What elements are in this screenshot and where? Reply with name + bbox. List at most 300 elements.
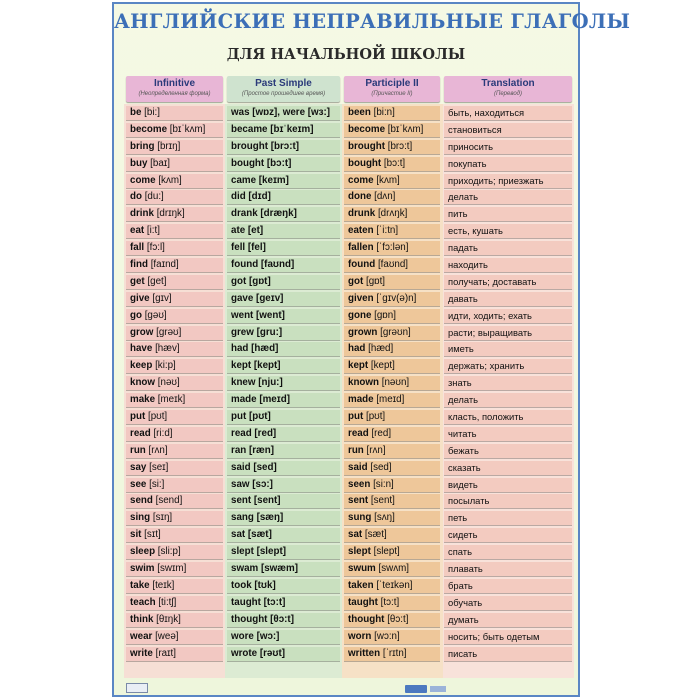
infinitive-word: sing: [130, 512, 151, 524]
translation-cell: думать: [444, 613, 572, 627]
participle-word: drunk: [348, 208, 376, 220]
participle-word: had: [348, 343, 366, 355]
participle-transcription: [brɔ:t]: [387, 140, 413, 152]
participle-word: sent: [348, 495, 369, 507]
translation-cell: читать: [444, 427, 572, 441]
infinitive-word: know: [130, 377, 156, 389]
participle-word: eaten: [348, 225, 374, 237]
infinitive-transcription: [weə]: [155, 630, 179, 642]
participle-transcription: [sæt]: [364, 529, 387, 541]
infinitive-transcription: [faɪnd]: [150, 259, 179, 271]
past-simple-cell: [227, 444, 340, 458]
past-simple-cell: [227, 494, 340, 508]
verb-row: [114, 341, 578, 358]
past-simple-form: gave [geɪv]: [231, 292, 284, 304]
infinitive-transcription: [raɪt]: [155, 647, 176, 659]
past-simple-form: found [faʊnd]: [231, 259, 295, 271]
participle-cell: [344, 410, 440, 424]
past-simple-form: brought [brɔ:t]: [231, 140, 300, 152]
past-simple-form: ran [ræn]: [231, 444, 275, 456]
past-simple-cell: [227, 342, 340, 356]
infinitive-word: drink: [130, 208, 154, 220]
infinitive-transcription: [baɪ]: [150, 157, 170, 169]
past-simple-form: read [red]: [231, 427, 277, 439]
translation-cell: есть, кушать: [444, 224, 572, 238]
infinitive-word: make: [130, 394, 156, 406]
participle-cell: [344, 275, 440, 289]
infinitive-cell: [126, 579, 223, 593]
publisher-logo: [405, 685, 427, 693]
past-simple-form: went [went]: [231, 309, 285, 321]
participle-transcription: [sʌŋ]: [374, 512, 395, 524]
infinitive-cell: [126, 461, 223, 475]
infinitive-transcription: [bi:]: [144, 107, 160, 118]
infinitive-transcription: [rʌn]: [148, 444, 168, 456]
translation-cell: падать: [444, 241, 572, 255]
past-simple-form: made [meɪd]: [231, 394, 290, 406]
past-simple-cell: [227, 258, 340, 272]
infinitive-transcription: [ki:p]: [155, 360, 176, 372]
publisher-mark: [430, 686, 446, 692]
participle-word: run: [348, 444, 364, 456]
infinitive-word: think: [130, 613, 154, 625]
infinitive-cell: [126, 275, 223, 289]
infinitive-word: read: [130, 427, 151, 439]
infinitive-word: write: [130, 647, 153, 659]
participle-transcription: [sent]: [370, 495, 395, 507]
past-simple-form: came [keɪm]: [231, 174, 289, 186]
participle-word: seen: [348, 478, 371, 490]
infinitive-cell: [126, 207, 223, 221]
verb-row: [114, 595, 578, 612]
participle-cell: [344, 174, 440, 188]
infinitive-word: see: [130, 478, 147, 490]
past-simple-cell: [227, 478, 340, 492]
participle-cell: [344, 258, 440, 272]
participle-cell: [344, 630, 440, 644]
participle-cell: [344, 562, 440, 576]
participle-cell: [344, 342, 440, 356]
verb-row: [114, 291, 578, 308]
infinitive-cell: [126, 174, 223, 188]
past-simple-form: thought [θɔ:t]: [231, 613, 294, 625]
verb-poster: [112, 2, 631, 697]
participle-word: taught: [348, 596, 378, 608]
past-simple-cell: [227, 393, 340, 407]
participle-transcription: [ˈrɪtn]: [382, 647, 407, 659]
participle-cell: [344, 359, 440, 373]
translation-cell: приходить; приезжать: [444, 174, 572, 188]
verb-row: [114, 612, 578, 629]
verb-row: [114, 189, 578, 206]
past-simple-cell: [227, 647, 340, 661]
past-simple-form: put [pʊt]: [231, 411, 271, 423]
verb-row: [114, 122, 578, 139]
header-participle-note: (Причастие II): [371, 91, 413, 97]
participle-word: sat: [348, 529, 363, 541]
verb-row: [114, 629, 578, 646]
verb-row: [114, 206, 578, 223]
participle-transcription: [kʌm]: [376, 174, 400, 186]
past-simple-cell: [227, 123, 340, 137]
verb-row: [114, 426, 578, 443]
participle-word: taken: [348, 579, 374, 591]
past-simple-form: bought [bɔ:t]: [231, 157, 292, 169]
infinitive-transcription: [nəʊ]: [157, 377, 180, 389]
past-simple-form: was [wɒz], were [wɜ:]: [231, 107, 331, 118]
past-simple-cell: [227, 241, 340, 255]
participle-word: found: [348, 259, 376, 271]
participle-cell: [344, 140, 440, 154]
publisher-stamp: [126, 683, 148, 693]
participle-transcription: [rʌn]: [366, 444, 386, 456]
participle-word: gone: [348, 309, 372, 321]
past-simple-cell: [227, 579, 340, 593]
verb-row: [114, 375, 578, 392]
verb-row: [114, 156, 578, 173]
participle-transcription: [bɪˈkʌm]: [387, 123, 424, 135]
infinitive-transcription: [gɪv]: [152, 292, 172, 304]
infinitive-cell: [126, 494, 223, 508]
infinitive-word: get: [130, 275, 145, 287]
past-simple-form: ate [et]: [231, 225, 264, 237]
translation-cell: посылать: [444, 494, 572, 508]
infinitive-transcription: [meɪk]: [157, 394, 186, 406]
infinitive-cell: [126, 528, 223, 542]
header-translation-note: (Перевод): [493, 91, 522, 97]
infinitive-transcription: [sɪŋ]: [152, 512, 173, 524]
participle-word: grown: [348, 326, 378, 338]
translation-cell: писать: [444, 647, 572, 661]
infinitive-word: sit: [130, 529, 142, 541]
past-simple-form: saw [sɔ:]: [231, 478, 273, 490]
infinitive-transcription: [du:]: [144, 191, 164, 203]
translation-cell: идти, ходить; ехать: [444, 309, 572, 323]
infinitive-transcription: [teɪk]: [152, 579, 175, 591]
infinitive-transcription: [hæv]: [155, 343, 180, 355]
translation-cell: сказать: [444, 461, 572, 475]
past-simple-form: knew [nju:]: [231, 377, 283, 389]
translation-cell: становиться: [444, 123, 572, 137]
infinitive-cell: [126, 596, 223, 610]
translation-cell: быть, находиться: [444, 106, 572, 120]
infinitive-cell: [126, 326, 223, 340]
past-simple-form: said [sed]: [231, 461, 277, 473]
participle-word: said: [348, 461, 368, 473]
participle-transcription: [ˈfɔ:lən]: [376, 242, 409, 254]
participle-cell: [344, 478, 440, 492]
infinitive-transcription: [sli:p]: [157, 546, 181, 558]
infinitive-word: run: [130, 444, 146, 456]
poster-subtitle: ДЛЯ НАЧАЛЬНОЙ ШКОЛЫ: [226, 46, 466, 63]
participle-cell: [344, 207, 440, 221]
translation-cell: бежать: [444, 444, 572, 458]
infinitive-cell: [126, 562, 223, 576]
verb-row: [114, 443, 578, 460]
participle-word: written: [348, 647, 381, 659]
infinitive-transcription: [seɪ]: [149, 461, 169, 473]
participle-cell: [344, 613, 440, 627]
translation-cell: держать; хранить: [444, 359, 572, 373]
verb-row: [114, 308, 578, 325]
infinitive-cell: [126, 478, 223, 492]
participle-word: sung: [348, 512, 372, 524]
infinitive-transcription: [θɪŋk]: [156, 613, 181, 625]
past-simple-cell: [227, 157, 340, 171]
translation-cell: приносить: [444, 140, 572, 154]
infinitive-transcription: [gəʊ]: [144, 309, 167, 321]
participle-transcription: [sed]: [370, 461, 392, 473]
verb-row: [114, 493, 578, 510]
participle-word: made: [348, 394, 374, 406]
infinitive-transcription: [si:]: [149, 478, 165, 490]
infinitive-word: sleep: [130, 546, 156, 558]
infinitive-word: be: [130, 107, 142, 118]
past-simple-form: sent [sent]: [231, 495, 281, 507]
verb-row: [114, 257, 578, 274]
participle-cell: [344, 309, 440, 323]
translation-cell: сидеть: [444, 528, 572, 542]
participle-cell: [344, 393, 440, 407]
past-simple-cell: [227, 427, 340, 441]
participle-cell: [344, 461, 440, 475]
participle-word: thought: [348, 613, 385, 625]
participle-transcription: [pʊt]: [365, 411, 386, 423]
participle-cell: [344, 241, 440, 255]
participle-word: swum: [348, 563, 376, 575]
header-past-simple-note: (Простое прошедшее время): [241, 91, 326, 97]
translation-cell: покупать: [444, 157, 572, 171]
translation-cell: пить: [444, 207, 572, 221]
participle-transcription: [si:n]: [373, 478, 394, 490]
past-simple-form: did [dɪd]: [231, 191, 271, 203]
translation-cell: видеть: [444, 478, 572, 492]
header-translation-title: Translation: [481, 78, 535, 89]
past-simple-cell: [227, 309, 340, 323]
past-simple-form: fell [fel]: [231, 242, 266, 254]
translation-cell: расти; выращивать: [444, 326, 572, 340]
infinitive-cell: [126, 647, 223, 661]
participle-transcription: [bi:n]: [373, 107, 395, 118]
infinitive-word: wear: [130, 630, 153, 642]
participle-transcription: [θɔ:t]: [387, 613, 409, 625]
participle-transcription: [ˈteɪkən]: [376, 579, 413, 591]
infinitive-cell: [126, 140, 223, 154]
participle-transcription: [faʊnd]: [377, 259, 409, 271]
participle-transcription: [gɒn]: [374, 309, 396, 321]
participle-word: come: [348, 174, 374, 186]
header-infinitive-title: Infinitive: [153, 78, 196, 89]
past-simple-form: took [tʊk]: [231, 579, 276, 591]
infinitive-word: swim: [130, 563, 155, 575]
past-simple-cell: [227, 630, 340, 644]
translation-cell: находить: [444, 258, 572, 272]
verb-row: [114, 358, 578, 375]
past-simple-cell: [227, 224, 340, 238]
infinitive-cell: [126, 613, 223, 627]
participle-cell: [344, 528, 440, 542]
participle-word: kept: [348, 360, 369, 372]
infinitive-word: become: [130, 123, 168, 135]
participle-transcription: [slept]: [373, 546, 400, 558]
infinitive-cell: [126, 241, 223, 255]
translation-cell: петь: [444, 511, 572, 525]
header-infinitive: [126, 76, 223, 102]
participle-transcription: [hæd]: [368, 343, 394, 355]
participle-word: got: [348, 275, 364, 287]
participle-word: done: [348, 191, 372, 203]
verb-row: [114, 477, 578, 494]
infinitive-word: say: [130, 461, 147, 473]
participle-cell: [344, 190, 440, 204]
infinitive-word: have: [130, 343, 153, 355]
past-simple-form: sat [sæt]: [231, 529, 272, 541]
infinitive-word: send: [130, 495, 153, 507]
participle-cell: [344, 326, 440, 340]
participle-cell: [344, 647, 440, 661]
past-simple-cell: [227, 292, 340, 306]
poster-title: АНГЛИЙСКИЕ НЕПРАВИЛЬНЫЕ ГЛАГОЛЫ: [114, 10, 631, 33]
header-past-simple: [227, 76, 340, 102]
participle-word: been: [348, 107, 371, 118]
infinitive-cell: [126, 427, 223, 441]
verb-row: [114, 578, 578, 595]
infinitive-transcription: [get]: [147, 275, 167, 287]
past-simple-cell: [227, 545, 340, 559]
verb-row: [114, 510, 578, 527]
verb-row: [114, 173, 578, 190]
infinitive-word: go: [130, 309, 142, 321]
participle-transcription: [grəʊn]: [380, 326, 411, 338]
participle-transcription: [tɔ:t]: [380, 596, 400, 608]
past-simple-cell: [227, 376, 340, 390]
infinitive-cell: [126, 342, 223, 356]
verb-row: [114, 392, 578, 409]
infinitive-transcription: [send]: [155, 495, 183, 507]
past-simple-form: wrote [rəʊt]: [231, 647, 285, 659]
participle-word: fallen: [348, 242, 374, 254]
verb-table-body: [114, 105, 578, 662]
participle-cell: [344, 596, 440, 610]
past-simple-cell: [227, 326, 340, 340]
past-simple-cell: [227, 528, 340, 542]
past-simple-cell: [227, 207, 340, 221]
verb-row: [114, 527, 578, 544]
verb-row: [114, 646, 578, 663]
infinitive-word: teach: [130, 596, 156, 608]
verb-row: [114, 274, 578, 291]
past-simple-form: slept [slept]: [231, 546, 286, 558]
participle-cell: [344, 545, 440, 559]
infinitive-cell: [126, 410, 223, 424]
verb-row: [114, 561, 578, 578]
participle-transcription: [red]: [371, 427, 392, 439]
infinitive-word: grow: [130, 326, 154, 338]
participle-cell: [344, 157, 440, 171]
participle-word: put: [348, 411, 364, 423]
past-simple-form: swam [swæm]: [231, 563, 298, 575]
past-simple-form: wore [wɔ:]: [231, 630, 280, 642]
infinitive-transcription: [grəʊ]: [156, 326, 182, 338]
infinitive-cell: [126, 376, 223, 390]
translation-cell: класть, положить: [444, 410, 572, 424]
infinitive-word: keep: [130, 360, 153, 372]
participle-cell: [344, 427, 440, 441]
infinitive-transcription: [kʌm]: [158, 174, 182, 186]
header-infinitive-note: (Неопределенная форма): [138, 91, 211, 97]
past-simple-cell: [227, 359, 340, 373]
header-translation: [444, 76, 572, 102]
participle-transcription: [nəʊn]: [381, 377, 410, 389]
past-simple-form: had [hæd]: [231, 343, 279, 355]
past-simple-form: grew [gru:]: [231, 326, 283, 338]
participle-transcription: [meɪd]: [376, 394, 405, 406]
infinitive-cell: [126, 224, 223, 238]
participle-transcription: [dʌn]: [374, 191, 396, 203]
past-simple-cell: [227, 174, 340, 188]
infinitive-transcription: [swɪm]: [157, 563, 187, 575]
verb-row: [114, 325, 578, 342]
participle-transcription: [ˈgɪv(ə)n]: [376, 292, 417, 304]
infinitive-word: buy: [130, 157, 148, 169]
infinitive-cell: [126, 444, 223, 458]
infinitive-cell: [126, 157, 223, 171]
infinitive-transcription: [drɪŋk]: [156, 208, 185, 220]
infinitive-word: eat: [130, 225, 145, 237]
participle-word: become: [348, 123, 386, 135]
verb-row: [114, 105, 578, 122]
participle-word: bought: [348, 157, 382, 169]
past-simple-cell: [227, 511, 340, 525]
participle-cell: [344, 376, 440, 390]
participle-word: brought: [348, 140, 385, 152]
infinitive-word: come: [130, 174, 156, 186]
past-simple-cell: [227, 613, 340, 627]
past-simple-form: became [bɪˈkeɪm]: [231, 123, 314, 135]
translation-cell: брать: [444, 579, 572, 593]
participle-transcription: [drʌŋk]: [377, 208, 408, 220]
infinitive-transcription: [ri:d]: [153, 427, 173, 439]
translation-cell: получать; доставать: [444, 275, 572, 289]
participle-cell: [344, 511, 440, 525]
infinitive-cell: [126, 393, 223, 407]
header-participle: [344, 76, 440, 102]
infinitive-cell: [126, 123, 223, 137]
infinitive-transcription: [pʊt]: [147, 411, 168, 423]
past-simple-cell: [227, 596, 340, 610]
translation-cell: давать: [444, 292, 572, 306]
header-participle-title: Participle II: [365, 78, 419, 89]
participle-word: known: [348, 377, 380, 389]
past-simple-form: drank [dræŋk]: [231, 208, 297, 220]
infinitive-transcription: [fɔ:l]: [146, 242, 165, 254]
infinitive-word: bring: [130, 140, 155, 152]
infinitive-word: give: [130, 292, 150, 304]
infinitive-cell: [126, 190, 223, 204]
verb-row: [114, 544, 578, 561]
translation-cell: носить; быть одетым: [444, 630, 572, 644]
infinitive-word: do: [130, 191, 142, 203]
header-past-simple-title: Past Simple: [255, 78, 312, 89]
past-simple-form: kept [kept]: [231, 360, 281, 372]
infinitive-word: fall: [130, 242, 145, 254]
infinitive-transcription: [brɪŋ]: [157, 140, 181, 152]
infinitive-word: take: [130, 579, 150, 591]
participle-transcription: [swʌm]: [378, 563, 409, 575]
infinitive-cell: [126, 630, 223, 644]
infinitive-word: put: [130, 411, 146, 423]
participle-cell: [344, 444, 440, 458]
